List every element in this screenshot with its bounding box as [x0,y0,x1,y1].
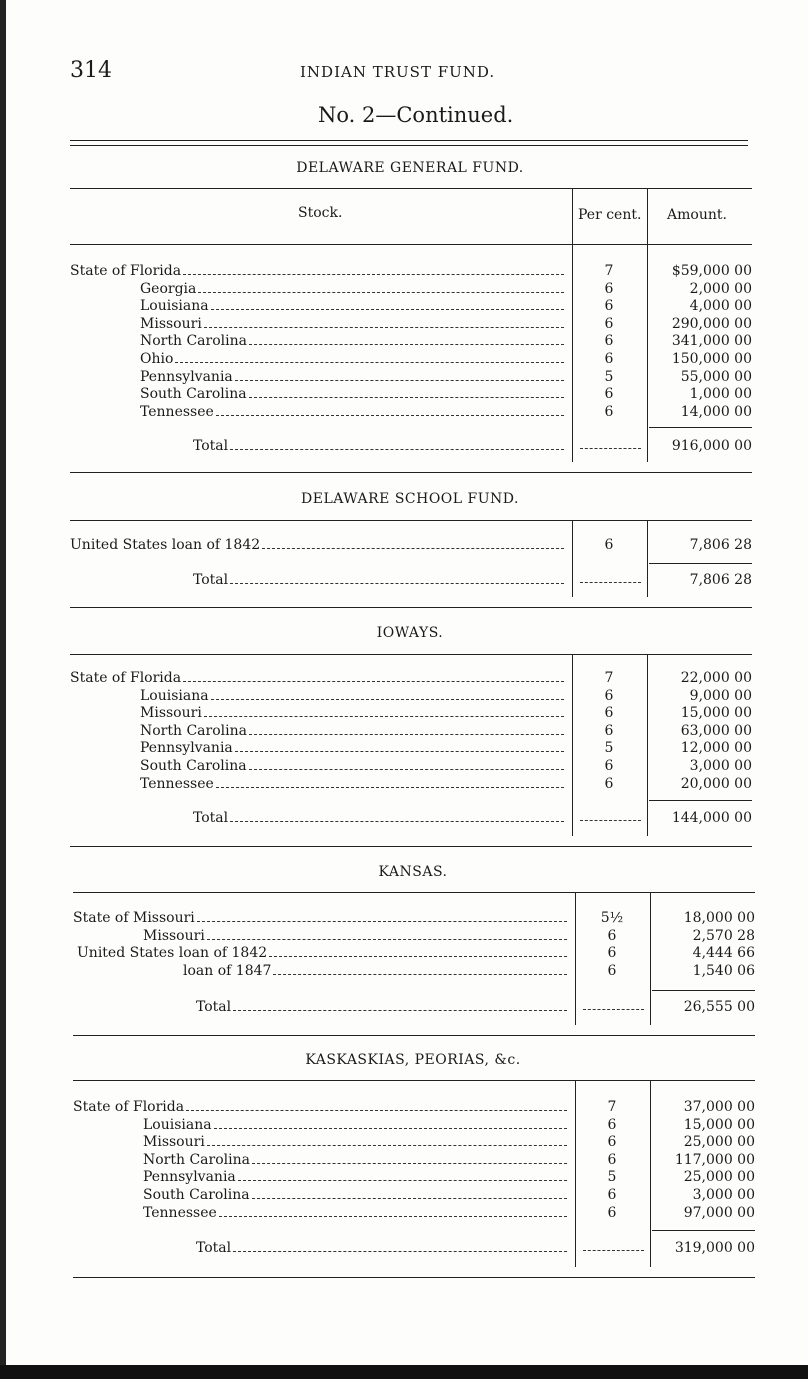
amount-cell: 37,000 00 [683,1099,755,1115]
stock-label: Tennessee [140,775,214,792]
amount-cell: 3,000 00 [689,758,752,774]
dot-leader [175,362,564,363]
section-title: DELAWARE SCHOOL FUND. [301,491,519,507]
amount-cell: 150,000 00 [671,351,752,367]
per-cent-cell: 7 [607,1099,617,1115]
dot-leader [211,309,564,310]
amount-cell: 15,000 00 [683,1116,755,1133]
stock-cell [140,758,566,775]
amount-cell: 14,000 00 [680,403,752,420]
amount-cell: 1,540 06 [692,962,755,979]
stock-label: Missouri [143,1134,205,1151]
amount-cell: 55,000 00 [680,368,752,385]
dot-leader [249,769,564,770]
dot-leader [230,821,564,822]
stock-cell [143,1152,569,1169]
per-cent-cell: 6 [607,1187,617,1203]
total-cell [193,438,566,455]
per-cent-blank-leader [580,448,641,449]
stock-label: Pennsylvania [140,368,233,385]
table-row [0,776,808,793]
stock-cell [70,263,566,280]
table-row [0,910,808,927]
per-cent-cell: 6 [604,333,614,350]
table-row [0,1117,808,1134]
per-cent-cell: 6 [604,280,614,297]
per-cent-cell: 5 [604,368,614,385]
stock-cell [70,670,566,687]
table-row [0,1187,808,1204]
amount-cell: 20,000 00 [680,775,752,792]
stock-cell [140,333,566,350]
stock-label: loan of 1847 [183,962,272,979]
table-row [0,537,808,554]
total-label: Total [196,999,232,1015]
per-cent-cell: 5 [604,740,614,757]
amount-cell: 22,000 00 [680,670,752,686]
table-row [0,316,808,333]
stock-cell [70,537,566,554]
running-head: INDIAN TRUST FUND. [300,63,496,81]
amount-cell: $59,000 00 [671,263,752,279]
table-row [0,1099,808,1116]
dot-leader [207,939,567,940]
per-cent-cell: 6 [604,403,614,420]
per-cent-cell: 6 [604,722,614,739]
dot-leader [219,1216,567,1217]
section-bottom-rule [73,1035,755,1036]
stock-cell [140,723,566,740]
stock-cell [140,281,566,298]
stock-label: Pennsylvania [140,740,233,757]
stock-cell [143,928,569,945]
stock-label: South Carolina [140,758,247,774]
per-cent-blank-leader [583,1250,644,1251]
page-bottom-edge [0,1365,808,1379]
section-top-rule [73,892,755,893]
total-row [0,810,808,827]
section-bottom-rule [70,607,752,608]
amount-cell: 9,000 00 [689,687,752,704]
per-cent-cell: 6 [604,315,614,332]
table-row [0,386,808,403]
total-row [0,572,808,589]
amount-cell: 117,000 00 [674,1151,755,1168]
per-cent-cell: 6 [607,1134,617,1151]
stock-label: North Carolina [140,722,247,739]
dot-leader [230,449,564,450]
page-number: 314 [70,58,112,83]
total-label: Total [193,572,229,588]
stock-label: Tennessee [143,1204,217,1221]
table-row [0,404,808,421]
table-row [0,945,808,962]
dot-leader [273,974,567,975]
total-amount: 144,000 00 [671,810,752,826]
stock-cell [140,705,566,722]
stock-label: Pennsylvania [143,1169,236,1186]
stock-label: Missouri [143,927,205,944]
table-row [0,670,808,687]
per-cent-cell: 6 [607,1204,617,1221]
total-label: Total [193,810,229,826]
section-bottom-rule [73,1277,755,1278]
amount-cell: 341,000 00 [671,333,752,350]
stock-cell [143,1205,569,1222]
dot-leader [252,1163,567,1164]
amount-cell: 3,000 00 [692,1187,755,1203]
amount-cell: 25,000 00 [683,1134,755,1151]
dot-leader [211,699,564,700]
stock-cell [140,386,566,403]
stock-label: State of Florida [70,670,182,686]
stock-label: Georgia [140,280,197,297]
table-row [0,281,808,298]
total-row [0,438,808,455]
dot-leader [252,1198,567,1199]
stock-label: Louisiana [140,298,209,315]
stock-label: Missouri [140,315,202,332]
per-cent-cell: 5½ [600,910,624,926]
table-row [0,740,808,757]
section-title: DELAWARE GENERAL FUND. [296,160,524,176]
dot-leader [186,1110,567,1111]
stock-cell [140,740,566,757]
dot-leader [235,751,564,752]
table-row [0,1169,808,1186]
total-cell [193,572,566,589]
total-row [0,1240,808,1257]
stock-label: Louisiana [143,1116,212,1133]
dot-leader [207,1145,567,1146]
stock-label: South Carolina [143,1187,250,1203]
dot-leader [249,397,564,398]
total-label: Total [193,438,229,454]
total-amount: 916,000 00 [671,438,752,454]
dot-leader [262,548,564,549]
per-cent-cell: 6 [604,386,614,403]
total-cell [193,810,566,827]
table-row [0,1205,808,1222]
table-row [0,963,808,980]
total-rule [652,1230,755,1231]
total-rule [649,563,752,564]
dot-leader [230,583,564,584]
total-amount: 26,555 00 [683,999,755,1015]
per-cent-cell: 6 [604,687,614,704]
stock-label: United States loan of 1842 [70,537,261,553]
stock-cell [140,776,566,793]
section-bottom-rule [70,846,752,847]
stock-label: Missouri [140,705,202,722]
dot-leader [216,415,564,416]
total-amount: 319,000 00 [674,1240,755,1256]
stock-cell [143,1134,569,1151]
per-cent-blank-leader [580,582,641,583]
amount-cell: 290,000 00 [671,315,752,332]
stock-cell [77,945,569,962]
stock-label: State of Missouri [73,910,195,926]
table-row [0,1134,808,1151]
stock-label: United States loan of 1842 [77,945,268,962]
amount-cell: 2,570 28 [692,927,755,944]
total-row [0,999,808,1016]
amount-cell: 18,000 00 [683,910,755,926]
table-row [0,298,808,315]
stock-label: Tennessee [140,403,214,420]
total-rule [649,800,752,801]
amount-cell: 15,000 00 [680,705,752,722]
table-row [0,723,808,740]
stock-label: North Carolina [143,1151,250,1168]
per-cent-cell: 6 [607,927,617,944]
stock-label: North Carolina [140,333,247,350]
table-row [0,333,808,350]
header-double-rule [70,140,748,146]
total-rule [652,990,755,991]
table-row [0,263,808,280]
section-title: KANSAS. [378,864,448,880]
total-cell [196,999,569,1016]
section-title: IOWAYS. [376,625,444,641]
dot-leader [238,1180,567,1181]
per-cent-cell: 6 [604,351,614,367]
section-top-rule [70,520,752,521]
stock-cell [140,316,566,333]
amount-cell: 12,000 00 [680,740,752,757]
stock-cell [140,298,566,315]
per-cent-cell: 6 [607,1151,617,1168]
per-cent-cell: 6 [604,298,614,315]
table-row [0,758,808,775]
per-cent-cell: 6 [604,758,614,774]
per-cent-cell: 5 [607,1169,617,1186]
dot-leader [183,681,564,682]
amount-cell: 97,000 00 [683,1204,755,1221]
stock-cell [143,1117,569,1134]
dot-leader [269,956,567,957]
column-header-amount: Amount. [667,207,727,223]
stock-cell [143,1187,569,1204]
amount-cell: 7,806 28 [689,537,752,553]
amount-cell: 4,000 00 [689,298,752,315]
stock-cell [73,910,569,927]
dot-leader [198,292,564,293]
stock-label: Louisiana [140,687,209,704]
stock-cell [143,1169,569,1186]
section-bottom-rule [70,472,752,473]
table-row [0,369,808,386]
per-cent-cell: 6 [604,537,614,553]
dot-leader [233,1010,567,1011]
per-cent-blank-leader [583,1009,644,1010]
dot-leader [204,716,564,717]
table-row [0,705,808,722]
stock-label: State of Florida [73,1099,185,1115]
dot-leader [216,787,564,788]
total-rule [649,427,752,428]
total-label: Total [196,1240,232,1256]
per-cent-cell: 6 [607,1116,617,1133]
per-cent-cell: 6 [607,945,617,962]
section-top-rule [70,654,752,655]
dot-leader [183,274,564,275]
dot-leader [249,344,564,345]
stock-cell [140,351,566,368]
stock-label: Ohio [140,351,174,367]
dot-leader [235,380,564,381]
amount-cell: 2,000 00 [689,280,752,297]
total-cell [196,1240,569,1257]
dot-leader [197,921,567,922]
dot-leader [214,1128,567,1129]
column-header-stock: Stock. [298,205,343,221]
table-row [0,1152,808,1169]
table-row [0,688,808,705]
stock-cell [140,404,566,421]
page-subtitle: No. 2—Continued. [318,103,514,127]
table-row [0,928,808,945]
stock-cell [183,963,569,980]
per-cent-blank-leader [580,820,641,821]
per-cent-cell: 6 [604,705,614,722]
stock-cell [140,688,566,705]
dot-leader [249,734,564,735]
table-row [0,351,808,368]
header-bottom-rule [70,244,752,245]
amount-cell: 4,444 66 [692,945,755,962]
dot-leader [204,327,564,328]
amount-cell: 1,000 00 [689,386,752,403]
stock-cell [140,369,566,386]
dot-leader [233,1251,567,1252]
total-amount: 7,806 28 [689,572,752,588]
section-top-rule [73,1080,755,1081]
per-cent-cell: 6 [607,962,617,979]
section-title: KASKASKIAS, PEORIAS, &c. [305,1052,521,1068]
per-cent-cell: 7 [604,263,614,279]
stock-cell [73,1099,569,1116]
stock-label: State of Florida [70,263,182,279]
per-cent-cell: 7 [604,670,614,686]
amount-cell: 25,000 00 [683,1169,755,1186]
amount-cell: 63,000 00 [680,722,752,739]
stock-label: South Carolina [140,386,247,403]
column-header-per-cent: Per cent. [578,207,642,223]
section-top-rule [70,188,752,189]
per-cent-cell: 6 [604,775,614,792]
